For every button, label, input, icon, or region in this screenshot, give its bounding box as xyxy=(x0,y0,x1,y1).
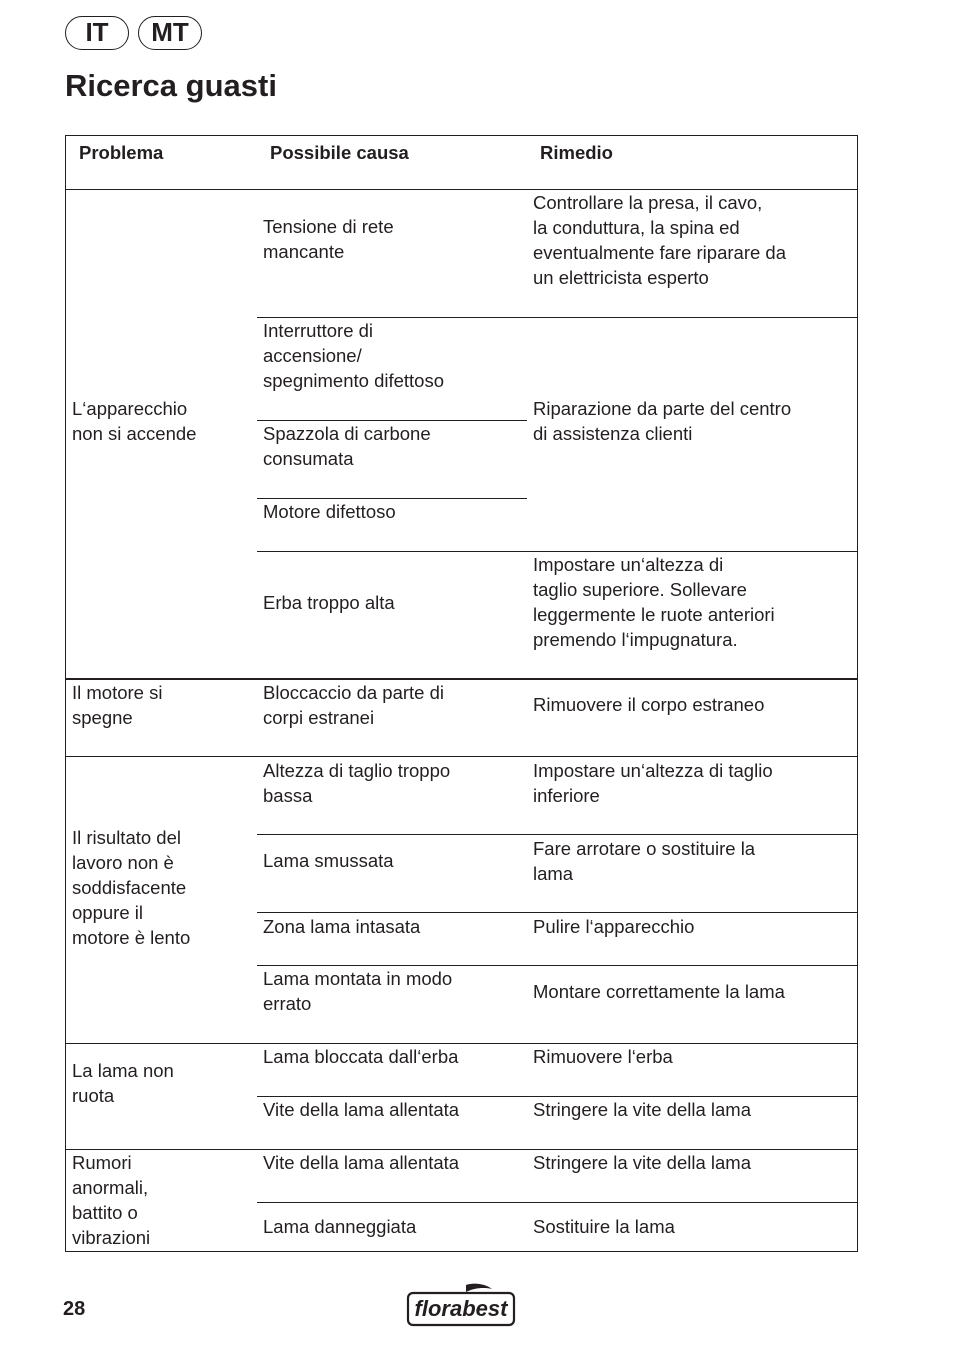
row-divider xyxy=(66,756,857,757)
remedy-cell: Impostare un‘altezza di taglio superiore. Sollevare leggermente le ruote anteriori premendo l‘impugnatura. xyxy=(533,554,775,650)
problem-cell: Il risultato del lavoro non è soddisfacente oppure il motore è lento xyxy=(72,827,191,948)
cause-cell: Zona lama intasata xyxy=(263,916,421,937)
language-badge-mt: MT xyxy=(138,16,202,50)
cause-cell: Tensione di rete mancante xyxy=(263,216,394,262)
problem-cell: Rumori anormali, battito o vibrazioni xyxy=(72,1152,151,1248)
row-divider xyxy=(257,834,857,835)
row-divider xyxy=(257,912,857,913)
remedy-cell: Controllare la presa, il cavo, la conduttura, la spina ed eventualmente fare riparare da un elettricista esperto xyxy=(533,192,786,288)
remedy-cell: Riparazione da parte del centro di assistenza clienti xyxy=(533,398,792,444)
cause-cell: Interruttore di accensione/ spegnimento difettoso xyxy=(263,320,445,391)
cause-cell: Vite della lama allentata xyxy=(263,1099,460,1120)
cause-cell: Spazzola di carbone consumata xyxy=(263,423,431,469)
remedy-cell: Montare correttamente la lama xyxy=(533,981,785,1002)
header-possibile-causa: Possibile causa xyxy=(270,142,409,163)
florabest-logo xyxy=(406,1283,516,1327)
page-number: 28 xyxy=(63,1298,86,1320)
language-badge-it: IT xyxy=(65,16,129,50)
cause-cell: Erba troppo alta xyxy=(263,592,395,613)
cause-cell: Lama danneggiata xyxy=(263,1216,417,1237)
cause-cell: Motore difettoso xyxy=(263,501,396,522)
remedy-cell: Rimuovere l‘erba xyxy=(533,1046,673,1067)
problem-cell: Il motore si spegne xyxy=(72,682,163,728)
remedy-cell: Rimuovere il corpo estraneo xyxy=(533,694,765,715)
cause-cell: Lama montata in modo errato xyxy=(263,968,453,1014)
header-rimedio: Rimedio xyxy=(540,142,613,163)
remedy-cell: Impostare un‘altezza di taglio inferiore xyxy=(533,760,773,806)
problem-cell: La lama non ruota xyxy=(72,1060,174,1106)
cause-cell: Lama bloccata dall‘erba xyxy=(263,1046,459,1067)
cause-cell: Lama smussata xyxy=(263,850,394,871)
cause-cell: Altezza di taglio troppo bassa xyxy=(263,760,451,806)
remedy-cell: Pulire l‘apparecchio xyxy=(533,916,695,937)
row-divider xyxy=(257,1202,857,1203)
page-title: Ricerca guasti xyxy=(65,68,277,103)
remedy-cell: Stringere la vite della lama xyxy=(533,1152,751,1173)
header-problema: Problema xyxy=(79,142,164,163)
leaf-icon xyxy=(466,1284,492,1292)
cause-cell: Vite della lama allentata xyxy=(263,1152,460,1173)
cause-cell: Bloccaccio da parte di corpi estranei xyxy=(263,682,444,728)
remedy-cell: Sostituire la lama xyxy=(533,1216,675,1237)
remedy-cell: Fare arrotare o sostituire la lama xyxy=(533,838,756,884)
problem-cell: L‘apparecchio non si accende xyxy=(72,398,197,444)
brand-name: florabest xyxy=(414,1296,508,1321)
remedy-cell: Stringere la vite della lama xyxy=(533,1099,751,1120)
